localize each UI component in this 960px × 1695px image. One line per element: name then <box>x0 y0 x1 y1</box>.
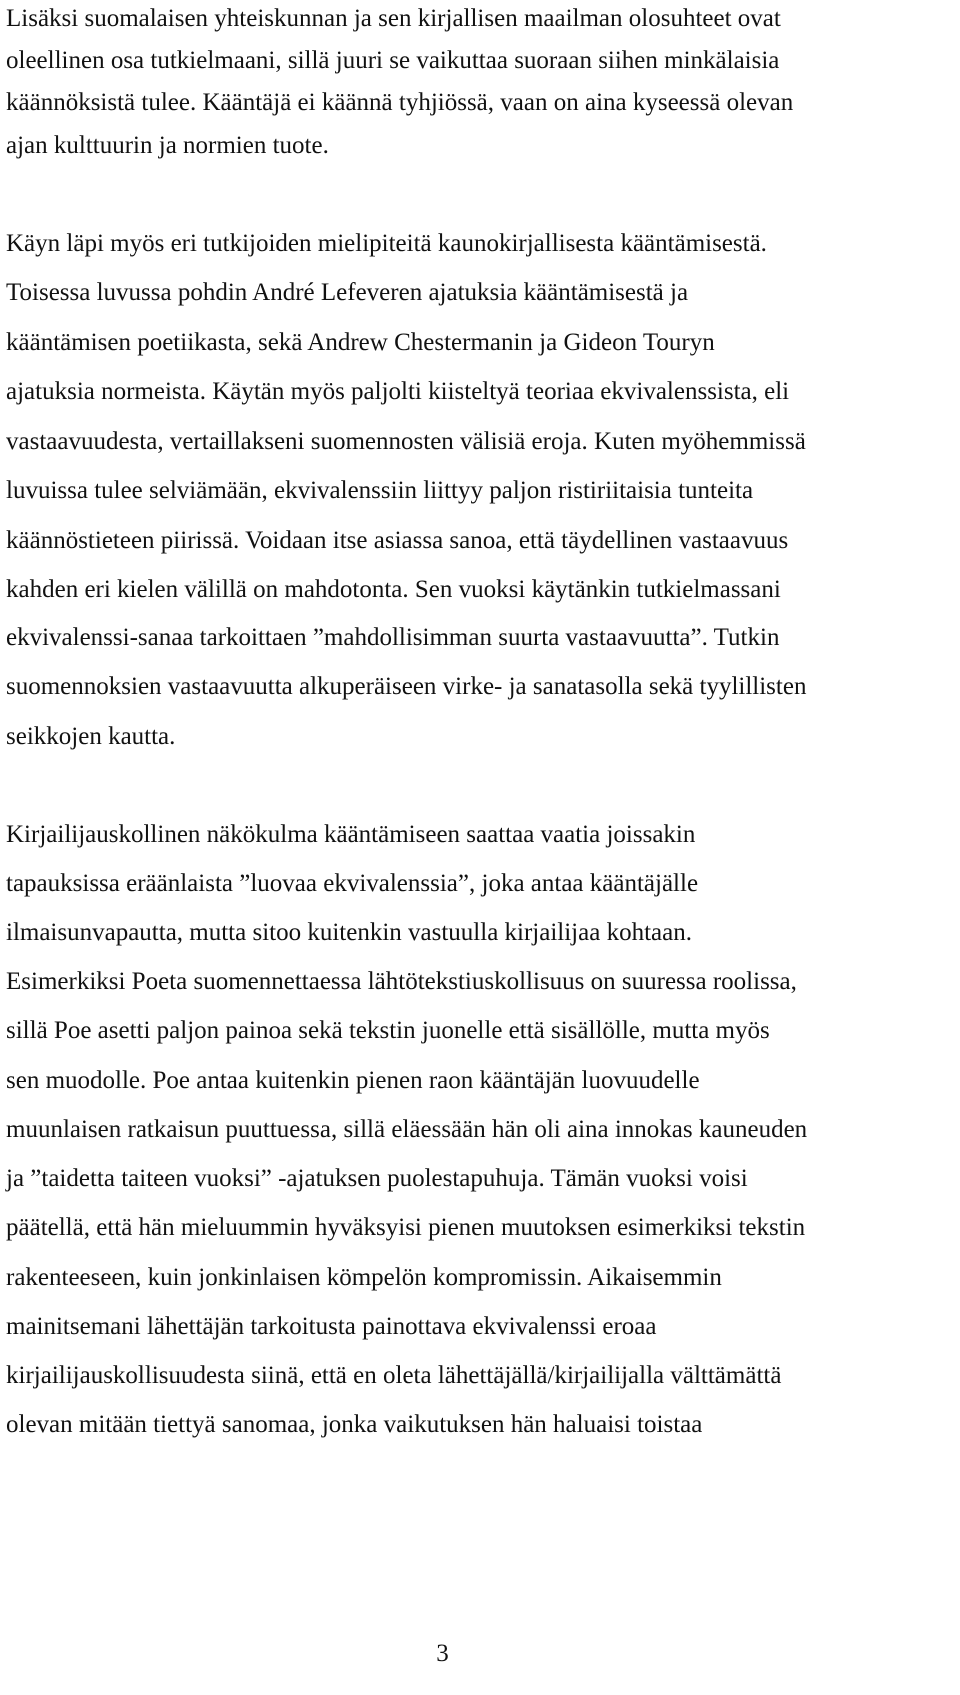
paragraph-1-line-3: käännöksistä tulee. Kääntäjä ei käännä tyhjiössä, vaan on aina kyseessä olevan <box>6 89 794 116</box>
paragraph-2-line-1: Käyn läpi myös eri tutkijoiden mielipiteitä kaunokirjallisesta kääntämisestä. <box>6 230 767 257</box>
paragraph-3-line-11: mainitsemani lähettäjän tarkoitusta painottava ekvivalenssi eroaa <box>6 1313 657 1340</box>
paragraph-2-line-7: käännöstieteen piirissä. Voidaan itse asiassa sanoa, että täydellinen vastaavuus <box>6 527 789 554</box>
paragraph-2-line-2: Toisessa luvussa pohdin André Lefeveren ajatuksia kääntämisestä ja <box>6 279 689 306</box>
paragraph-3-line-8: ja ”taidetta taiteen vuoksi” -ajatuksen puolestapuhuja. Tämän vuoksi voisi <box>6 1165 748 1192</box>
paragraph-3-line-7: muunlaisen ratkaisun puuttuessa, sillä eläessään hän oli aina innokas kauneuden <box>6 1116 808 1143</box>
paragraph-2-line-4: ajatuksia normeista. Käytän myös paljolti kiisteltyä teoriaa ekvivalenssista, eli <box>6 378 790 405</box>
paragraph-1-line-4: ajan kulttuurin ja normien tuote. <box>6 132 329 159</box>
paragraph-3-line-2: tapauksissa eräänlaista ”luovaa ekvivalenssia”, joka antaa kääntäjälle <box>6 870 699 897</box>
paragraph-3-line-12: kirjailijauskollisuudesta siinä, että en oleta lähettäjällä/kirjailijalla välttämättä <box>6 1362 782 1389</box>
paragraph-3-line-13: olevan mitään tiettyä sanomaa, jonka vaikutuksen hän haluaisi toistaa <box>6 1411 703 1438</box>
paragraph-3-line-1: Kirjailijauskollinen näkökulma kääntämiseen saattaa vaatia joissakin <box>6 821 696 848</box>
paragraph-3-line-3: ilmaisunvapautta, mutta sitoo kuitenkin vastuulla kirjailijaa kohtaan. <box>6 919 692 946</box>
paragraph-1-line-2: oleellinen osa tutkielmaani, sillä juuri se vaikuttaa suoraan siihen minkälaisia <box>6 47 780 74</box>
paragraph-2-line-8: kahden eri kielen välillä on mahdotonta. Sen vuoksi käytänkin tutkielmassani <box>6 576 781 603</box>
paragraph-3-line-4: Esimerkiksi Poeta suomennettaessa lähtötekstiuskollisuus on suuressa roolissa, <box>6 968 797 995</box>
paragraph-3-line-9: päätellä, että hän mieluummin hyväksyisi pienen muutoksen esimerkiksi tekstin <box>6 1214 806 1241</box>
paragraph-1-line-1: Lisäksi suomalaisen yhteiskunnan ja sen kirjallisen maailman olosuhteet ovat <box>6 5 781 32</box>
paragraph-2-line-3: kääntämisen poetiikasta, sekä Andrew Chestermanin ja Gideon Touryn <box>6 329 715 356</box>
paragraph-2-line-11: seikkojen kautta. <box>6 723 176 750</box>
paragraph-2-line-5: vastaavuudesta, vertaillakseni suomennosten välisiä eroja. Kuten myöhemmissä <box>6 428 806 455</box>
paragraph-3-line-5: sillä Poe asetti paljon painoa sekä tekstin juonelle että sisällölle, mutta myös <box>6 1017 770 1044</box>
paragraph-3-line-10: rakenteeseen, kuin jonkinlaisen kömpelön kompromissin. Aikaisemmin <box>6 1264 722 1291</box>
paragraph-2-line-10: suomennoksien vastaavuutta alkuperäiseen virke- ja sanatasolla sekä tyylillisten <box>6 673 807 700</box>
page-number: 3 <box>436 1640 449 1667</box>
paragraph-3-line-6: sen muodolle. Poe antaa kuitenkin pienen raon kääntäjän luovuudelle <box>6 1067 700 1094</box>
paragraph-2-line-9: ekvivalenssi-sanaa tarkoittaen ”mahdollisimman suurta vastaavuutta”. Tutkin <box>6 624 780 651</box>
paragraph-2-line-6: luvuissa tulee selviämään, ekvivalenssiin liittyy paljon ristiriitaisia tunteita <box>6 477 754 504</box>
